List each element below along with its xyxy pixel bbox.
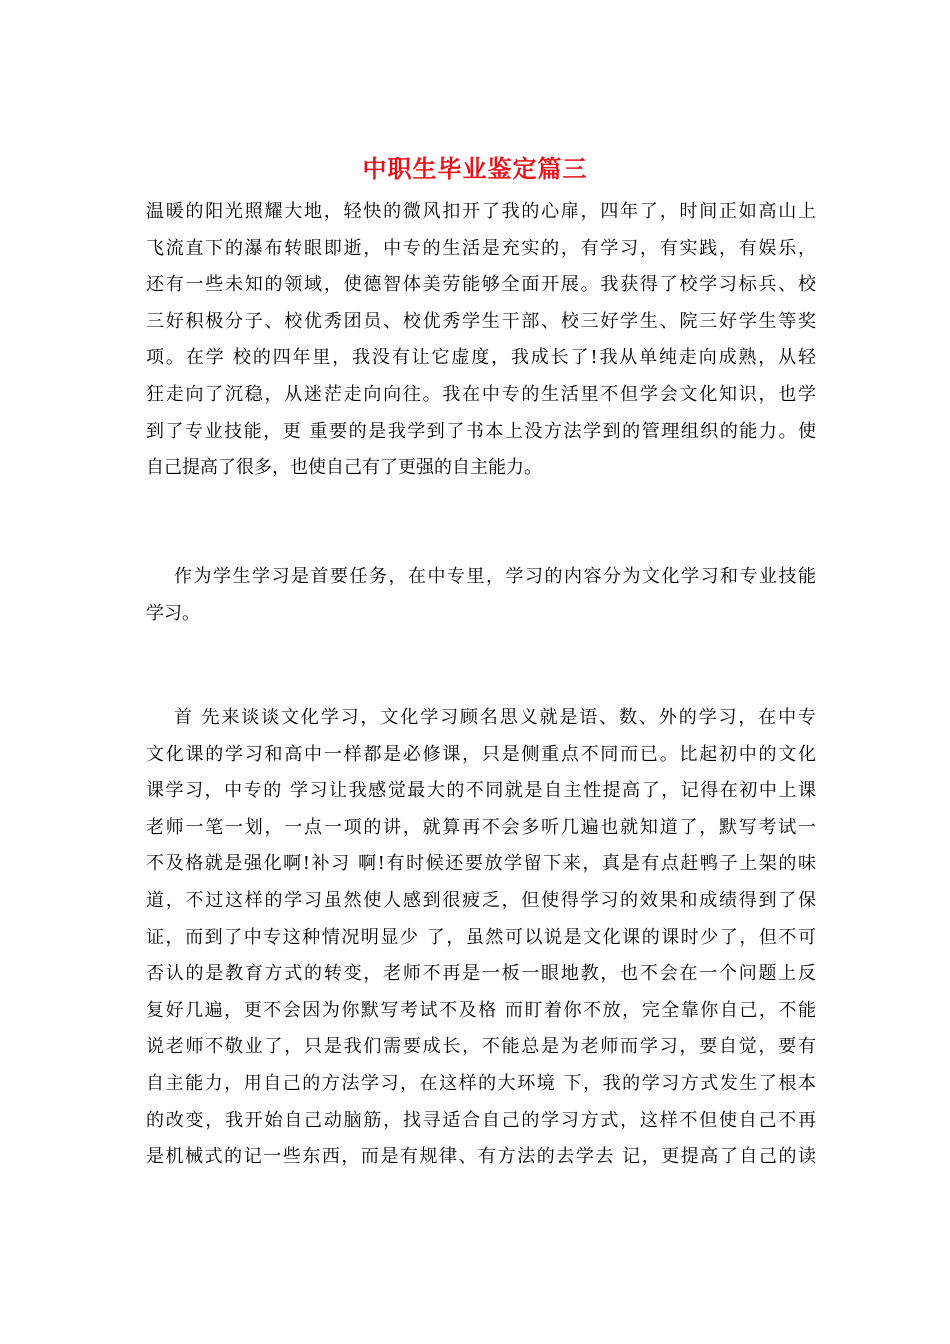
text-line: 道，不过这样的学习虽然使人感到很疲乏，但使得学习的效果和成绩得到了保 <box>146 889 816 911</box>
text-line: 温暖的阳光照耀大地，轻快的微风扣开了我的心扉，四年了，时间正如高山上 <box>146 201 816 222</box>
text-line: 项。在学 校的四年里，我没有让它虚度，我成长了!我从单纯走向成熟，从轻 <box>146 347 816 369</box>
text-line: 否认的是教育方式的转变，老师不再是一板一眼地教，也不会在一个问题上反 <box>146 963 816 985</box>
text-line: 课学习，中专的 学习让我感觉最大的不同就是自主性提高了，记得在初中上课 <box>146 780 816 802</box>
text-line: 还有一些未知的领域，使德智体美劳能够全面开展。我获得了校学习标兵、校 <box>146 274 816 296</box>
document-title: 中职生毕业鉴定篇三 <box>362 154 588 183</box>
text-line: 到了专业技能，更 重要的是我学到了书本上没方法学到的管理组织的能力。使 <box>146 420 816 442</box>
text-line: 老师一笔一划，一点一项的讲，就算再不会多听几遍也就知道了，默写考试一 <box>146 816 816 838</box>
text-line: 不及格就是强化啊!补习 啊!有时候还要放学留下来，真是有点赶鸭子上架的味 <box>146 853 816 875</box>
text-line: 狂走向了沉稳，从迷茫走向向往。我在中专的生活里不但学会文化知识，也学 <box>146 383 816 405</box>
text-line: 三好积极分子、校优秀团员、校优秀学生干部、校三好学生、院三好学生等奖 <box>146 310 816 332</box>
text-line: 证，而到了中专这种情况明显少 了，虽然可以说是文化课的课时少了，但不可 <box>146 926 816 948</box>
text-line: 自己提高了很多，也使自己有了更强的自主能力。 <box>146 457 542 479</box>
text-line: 作为学生学习是首要任务，在中专里，学习的内容分为文化学习和专业技能 <box>174 566 816 587</box>
text-line: 首 先来谈谈文化学习，文化学习顾名思义就是语、数、外的学习，在中专 <box>174 707 816 728</box>
text-line: 文化课的学习和高中一样都是必修课，只是侧重点不同而已。比起初中的文化 <box>146 743 816 765</box>
text-line: 的改变，我开始自己动脑筋，找寻适合自己的学习方式，这样不但使自己不再 <box>146 1109 816 1131</box>
text-line: 学习。 <box>146 602 200 624</box>
paragraph-intro <box>146 194 816 487</box>
text-line: 是机械式的记一些东西，而是有规律、有方法的去学去 记，更提高了自己的读 <box>146 1146 816 1168</box>
paragraph-study-task <box>146 559 816 632</box>
paragraph-culture-study <box>146 700 816 1176</box>
text-line: 说老师不敬业了，只是我们需要成长，不能总是为老师而学习，要自觉，要有 <box>146 1036 816 1058</box>
text-line: 飞流直下的瀑布转眼即逝，中专的生活是充实的，有学习，有实践，有娱乐， <box>146 237 816 259</box>
text-line: 复好几遍，更不会因为你默写考试不及格 而盯着你不放，完全靠你自己，不能 <box>146 999 816 1021</box>
text-line: 自主能力，用自己的方法学习，在这样的大环境 下，我的学习方式发生了根本 <box>146 1072 816 1094</box>
